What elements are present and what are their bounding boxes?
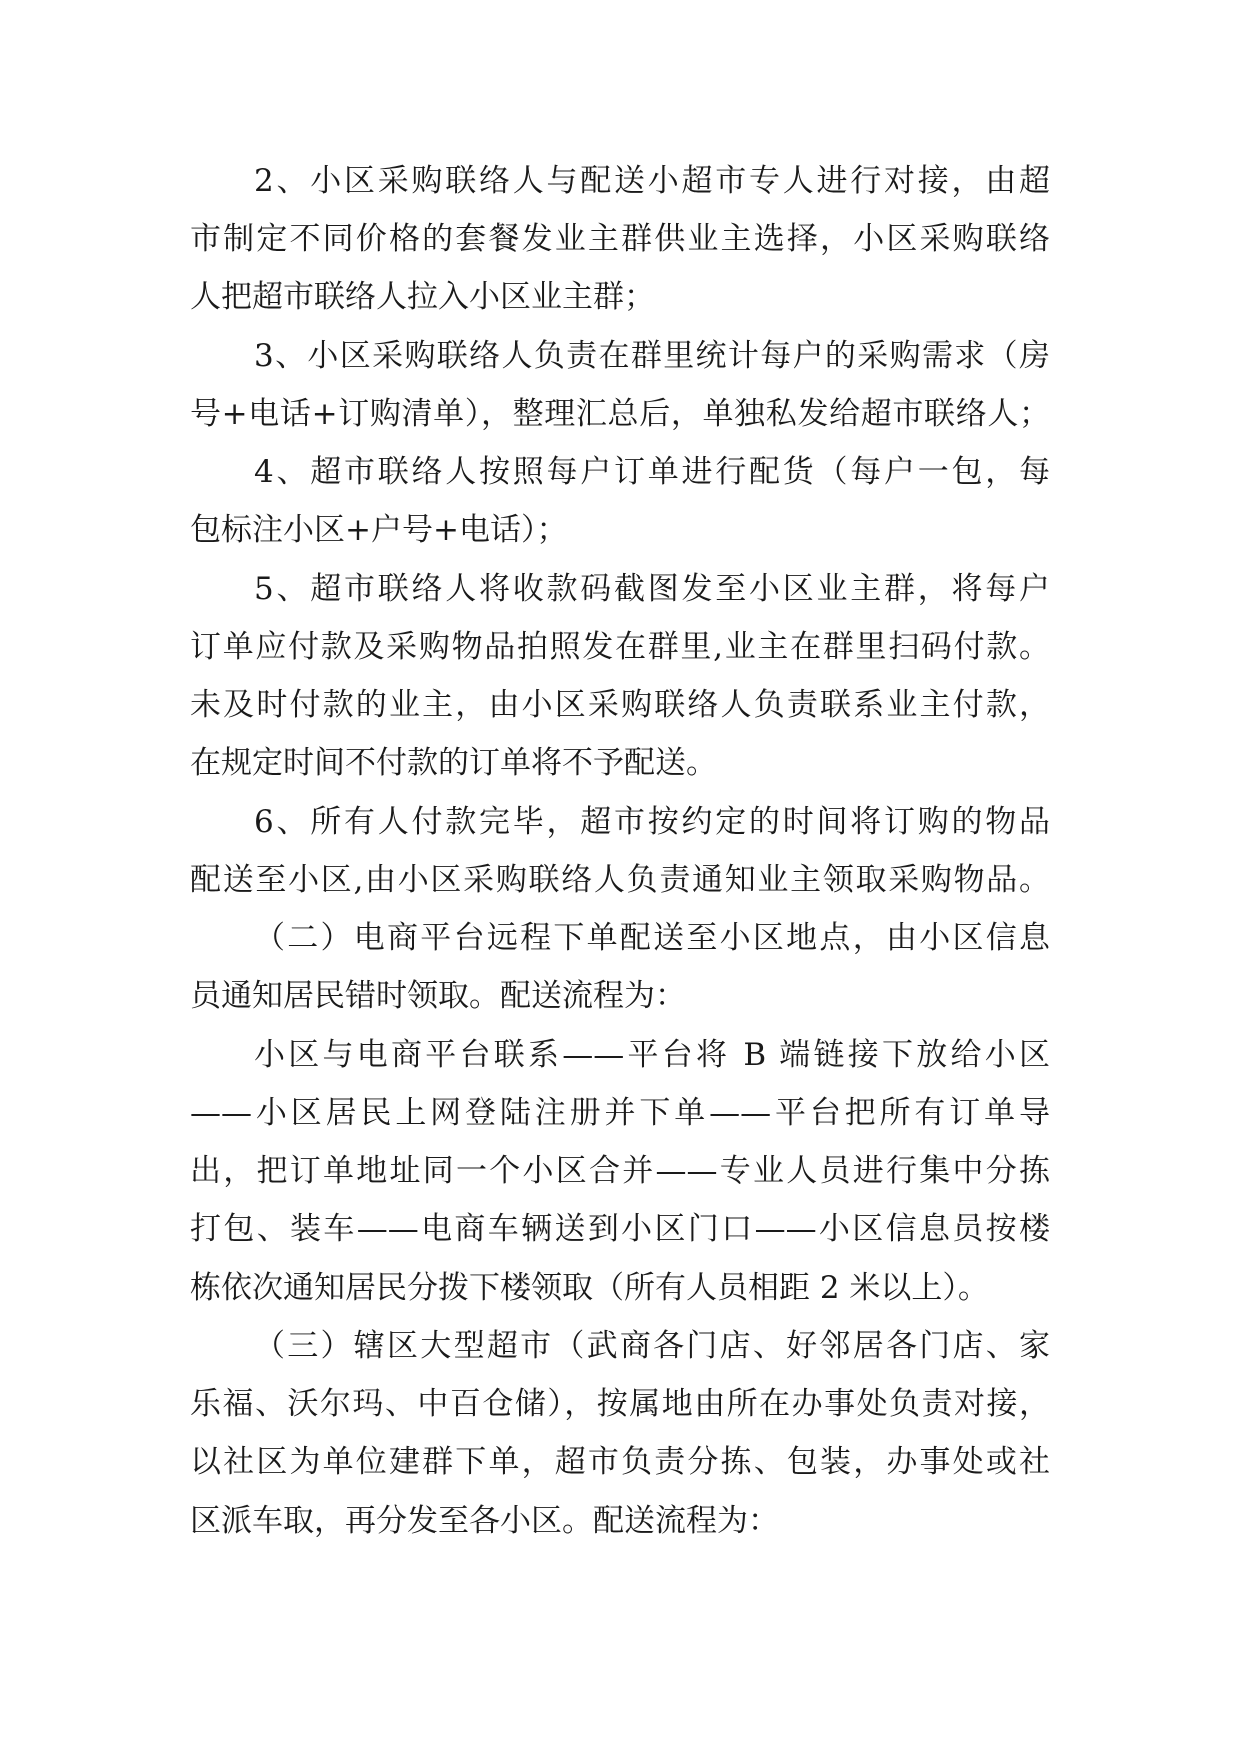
paragraph-5-line-2: 配送至小区,由小区采购联络人负责通知业主领取采购物品。 <box>190 862 1050 898</box>
paragraph-4-line-4: 在规定时间不付款的订单将不予配送。 <box>190 745 717 781</box>
paragraph-7-line-3: 出，把订单地址同一个小区合并——专业人员进行集中分拣 <box>190 1153 1050 1189</box>
paragraph-3-line-1: 4、超市联络人按照每户订单进行配货（每户一包，每 <box>254 454 1050 490</box>
paragraph-8-line-4: 区派车取，再分发至各小区。配送流程为： <box>190 1503 779 1539</box>
paragraph-4-line-2: 订单应付款及采购物品拍照发在群里,业主在群里扫码付款。 <box>190 629 1050 665</box>
paragraph-7-line-2: ——小区居民上网登陆注册并下单——平台把所有订单导 <box>190 1095 1050 1131</box>
paragraph-8-line-3: 以社区为单位建群下单，超市负责分拣、包装，办事处或社 <box>190 1444 1050 1480</box>
paragraph-4-line-3: 未及时付款的业主，由小区采购联络人负责联系业主付款， <box>190 687 1050 723</box>
paragraph-1-line-3: 人把超市联络人拉入小区业主群； <box>190 279 655 315</box>
paragraph-2-line-2: 号+电话+订购清单），整理汇总后，单独私发给超市联络人； <box>190 396 1050 432</box>
paragraph-3-line-2: 包标注小区+户号+电话）； <box>190 512 568 548</box>
paragraph-2-line-1: 3、小区采购联络人负责在群里统计每户的采购需求（房 <box>254 338 1050 374</box>
paragraph-1-line-2: 市制定不同价格的套餐发业主群供业主选择，小区采购联络 <box>190 221 1050 257</box>
paragraph-7-line-5: 栋依次通知居民分拨下楼领取（所有人员相距 2 米以上）。 <box>190 1270 989 1306</box>
paragraph-6-line-2: 员通知居民错时领取。配送流程为： <box>190 978 686 1014</box>
paragraph-7-line-1: 小区与电商平台联系——平台将 B 端链接下放给小区 <box>254 1037 1050 1073</box>
paragraph-5-line-1: 6、所有人付款完毕，超市按约定的时间将订购的物品 <box>254 804 1050 840</box>
paragraph-8-line-2: 乐福、沃尔玛、中百仓储），按属地由所在办事处负责对接， <box>190 1386 1050 1422</box>
paragraph-7-line-4: 打包、装车——电商车辆送到小区门口——小区信息员按楼 <box>190 1211 1050 1247</box>
paragraph-4-line-1: 5、超市联络人将收款码截图发至小区业主群，将每户 <box>254 571 1050 607</box>
paragraph-1-line-1: 2、小区采购联络人与配送小超市专人进行对接，由超 <box>254 163 1050 199</box>
paragraph-6-line-1: （二）电商平台远程下单配送至小区地点，由小区信息 <box>254 920 1050 956</box>
paragraph-8-line-1: （三）辖区大型超市（武商各门店、好邻居各门店、家 <box>254 1328 1050 1364</box>
